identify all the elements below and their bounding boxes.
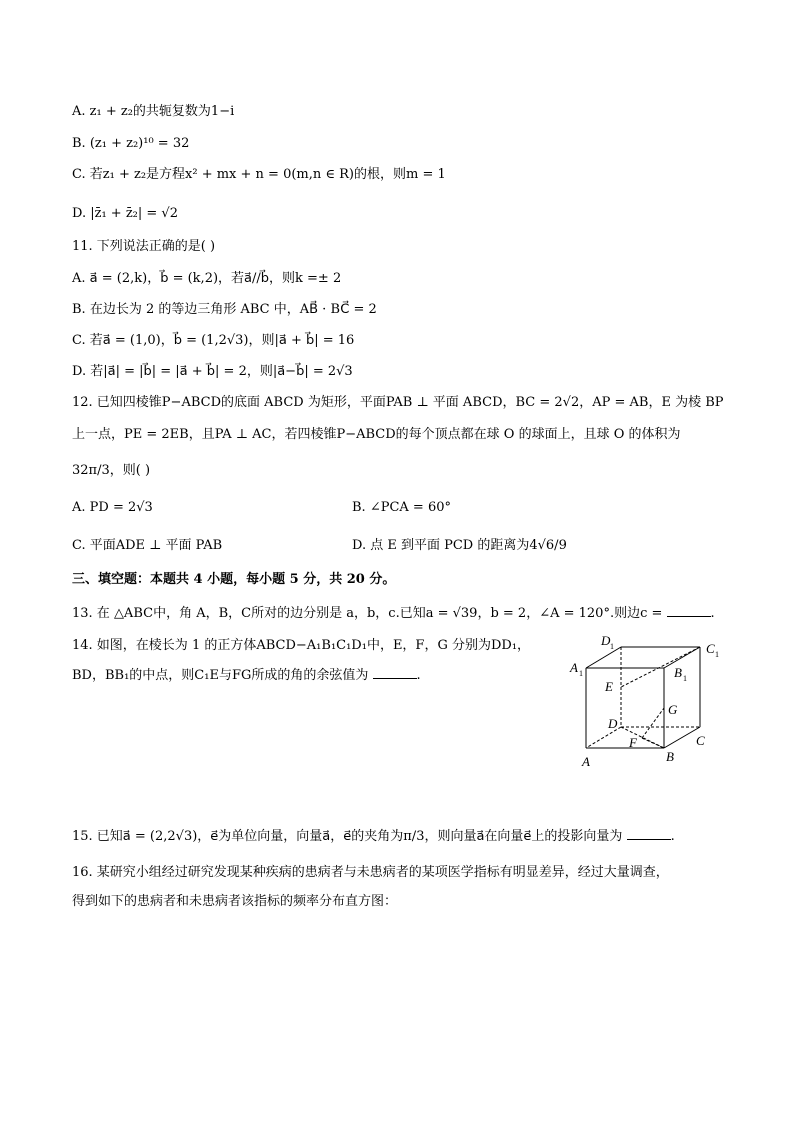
q12-stem-line2: 上一点，PE = 2EB，且PA ⊥ AC，若四棱锥P−ABCD的每个顶点都在球 O 的球面上，且球 O 的体积为 xyxy=(72,427,681,442)
label-c: C xyxy=(696,733,705,748)
label-a: A xyxy=(582,754,590,769)
q12-option-c: C. 平面ADE ⊥ 平面 PAB xyxy=(72,538,223,553)
q13-line: 13. 在 △ABC中，角 A，B，C所对的边分别是 a，b，c.已知a = √39，b = 2，∠A = 120°.则边c = . xyxy=(72,606,715,621)
q14-text: BD，BB₁的中点，则C₁E与FG所成的角的余弦值为 xyxy=(72,668,369,683)
q10-option-b: B. (z₁ + z₂)¹⁰ = 32 xyxy=(72,136,190,151)
q12-option-d: D. 点 E 到平面 PCD 的距离为4√6/9 xyxy=(352,538,567,553)
label-b: B xyxy=(666,749,674,764)
label-e: E xyxy=(605,679,613,694)
label-d: D xyxy=(608,716,618,731)
label-c1-sub: 1 xyxy=(715,650,719,659)
q14-answer-blank[interactable] xyxy=(373,666,417,679)
q11-option-c: C. 若a⃗ = (1,0)，b⃗ = (1,2√3)，则|a⃗ + b⃗| = 16 xyxy=(72,333,355,348)
q12-option-b: B. ∠PCA = 60° xyxy=(352,500,451,515)
q13-text: 13. 在 △ABC中，角 A，B，C所对的边分别是 a，b，c.已知a = √39，b = 2，∠A = 120°.则边c = xyxy=(72,606,663,621)
q16-line1: 16. 某研究小组经过研究发现某种疾病的患病者与未患病者的某项医学指标有明显差异，经过大量调查， xyxy=(72,865,669,880)
q15-text: 15. 已知a⃗ = (2,2√3)，e⃗为单位向量，向量a⃗，e⃗的夹角为π/3，则向量a⃗在向量e⃗上的投影向量为 xyxy=(72,829,623,844)
q15-line: 15. 已知a⃗ = (2,2√3)，e⃗为单位向量，向量a⃗，e⃗的夹角为π/3，则向量a⃗在向量e⃗上的投影向量为 . xyxy=(72,829,675,844)
q12-stem-line3: 32π/3，则( ) xyxy=(72,463,151,478)
q10-option-a: A. z₁ + z₂的共轭复数为1−i xyxy=(72,104,235,119)
q14-line2: BD，BB₁的中点，则C₁E与FG所成的角的余弦值为 . xyxy=(72,668,421,683)
label-b1-sub: 1 xyxy=(683,674,687,683)
label-g: G xyxy=(668,702,678,717)
q10-option-c: C. 若z₁ + z₂是方程x² + mx + n = 0(m,n ∈ R)的根，则m = 1 xyxy=(72,167,446,182)
label-f: F xyxy=(629,735,637,750)
cube-figure xyxy=(560,628,730,773)
label-a1-sub: 1 xyxy=(579,669,583,678)
q15-answer-blank[interactable] xyxy=(627,827,671,840)
q13-answer-blank[interactable] xyxy=(667,604,711,617)
q11-option-b: B. 在边长为 2 的等边三角形 ABC 中，AB⃗ · BC⃗ = 2 xyxy=(72,302,377,317)
label-b1: B xyxy=(674,665,682,680)
q11-stem: 11. 下列说法正确的是( ) xyxy=(72,239,216,254)
label-c1: C xyxy=(706,641,715,656)
q11-option-a: A. a⃗ = (2,k)，b⃗ = (k,2)，若a⃗//b⃗，则k =± 2 xyxy=(72,271,342,286)
label-d1-sub: 1 xyxy=(610,642,614,651)
q16-line2: 得到如下的患病者和未患病者该指标的频率分布直方图： xyxy=(72,894,398,909)
q10-option-d: D. |z̄₁ + z̄₂| = √2 xyxy=(72,206,178,221)
q11-option-d: D. 若|a⃗| = |b⃗| = |a⃗ + b⃗| = 2，则|a⃗−b⃗| = 2√3 xyxy=(72,364,353,379)
label-d1: D xyxy=(601,633,611,648)
q12-option-a: A. PD = 2√3 xyxy=(72,500,153,515)
q12-stem-line1: 12. 已知四棱锥P−ABCD的底面 ABCD 为矩形，平面PAB ⊥ 平面 ABCD，BC = 2√2，AP = AB，E 为棱 BP xyxy=(72,395,724,410)
q14-line1: 14. 如图，在棱长为 1 的正方体ABCD−A₁B₁C₁D₁中，E，F，G 分别为DD₁， xyxy=(72,638,531,653)
section-heading: 三、填空题：本题共 4 小题，每小题 5 分，共 20 分。 xyxy=(72,572,396,587)
label-a1: A xyxy=(570,660,578,675)
